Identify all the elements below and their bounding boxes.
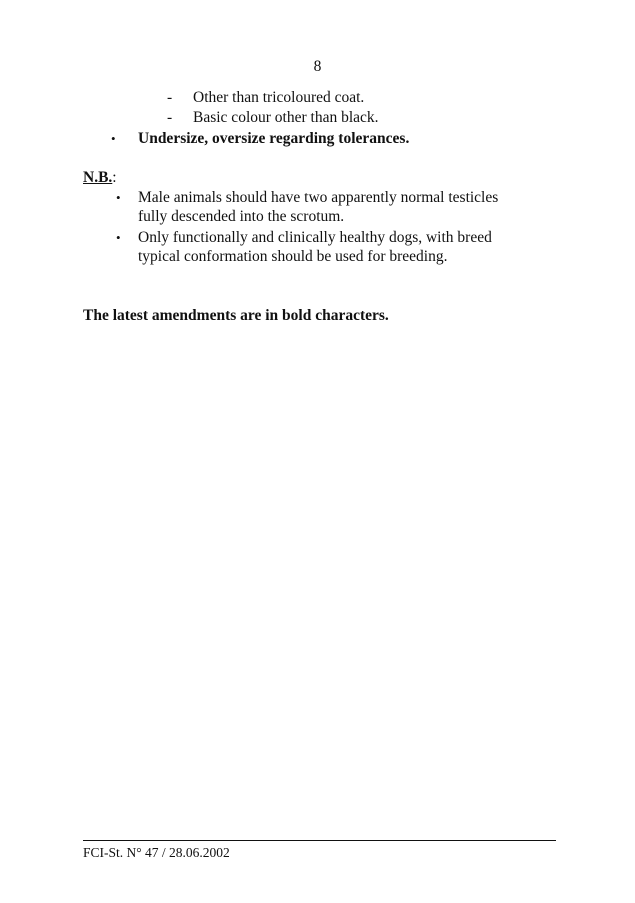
fault-item-text: Basic colour other than black. [193,109,379,126]
bullet-icon: • [116,190,121,205]
nb-heading [83,168,117,187]
fault-item-text: Other than tricoloured coat. [193,89,365,106]
dash-marker: - [167,89,173,106]
nb-item-line: Only functionally and clinically healthy dogs, with breed [138,229,492,246]
footer-rule [83,840,556,841]
nb-heading-label: N.B. [83,169,113,186]
page-number: 8 [313,58,322,75]
nb-item-line: typical conformation should be used for breeding. [138,248,448,265]
nb-heading-colon: : [112,169,117,186]
fault-item-text-bold: Undersize, oversize regarding tolerances. [138,130,410,147]
bullet-icon: • [116,230,121,245]
nb-item-line: Male animals should have two apparently normal testicles [138,189,499,206]
dash-marker: - [167,109,173,126]
amendments-note: The latest amendments are in bold characters. [83,307,389,324]
nb-item-line: fully descended into the scrotum. [138,208,345,225]
bullet-icon: • [111,131,116,146]
footer-text: FCI-St. N° 47 / 28.06.2002 [83,845,230,860]
